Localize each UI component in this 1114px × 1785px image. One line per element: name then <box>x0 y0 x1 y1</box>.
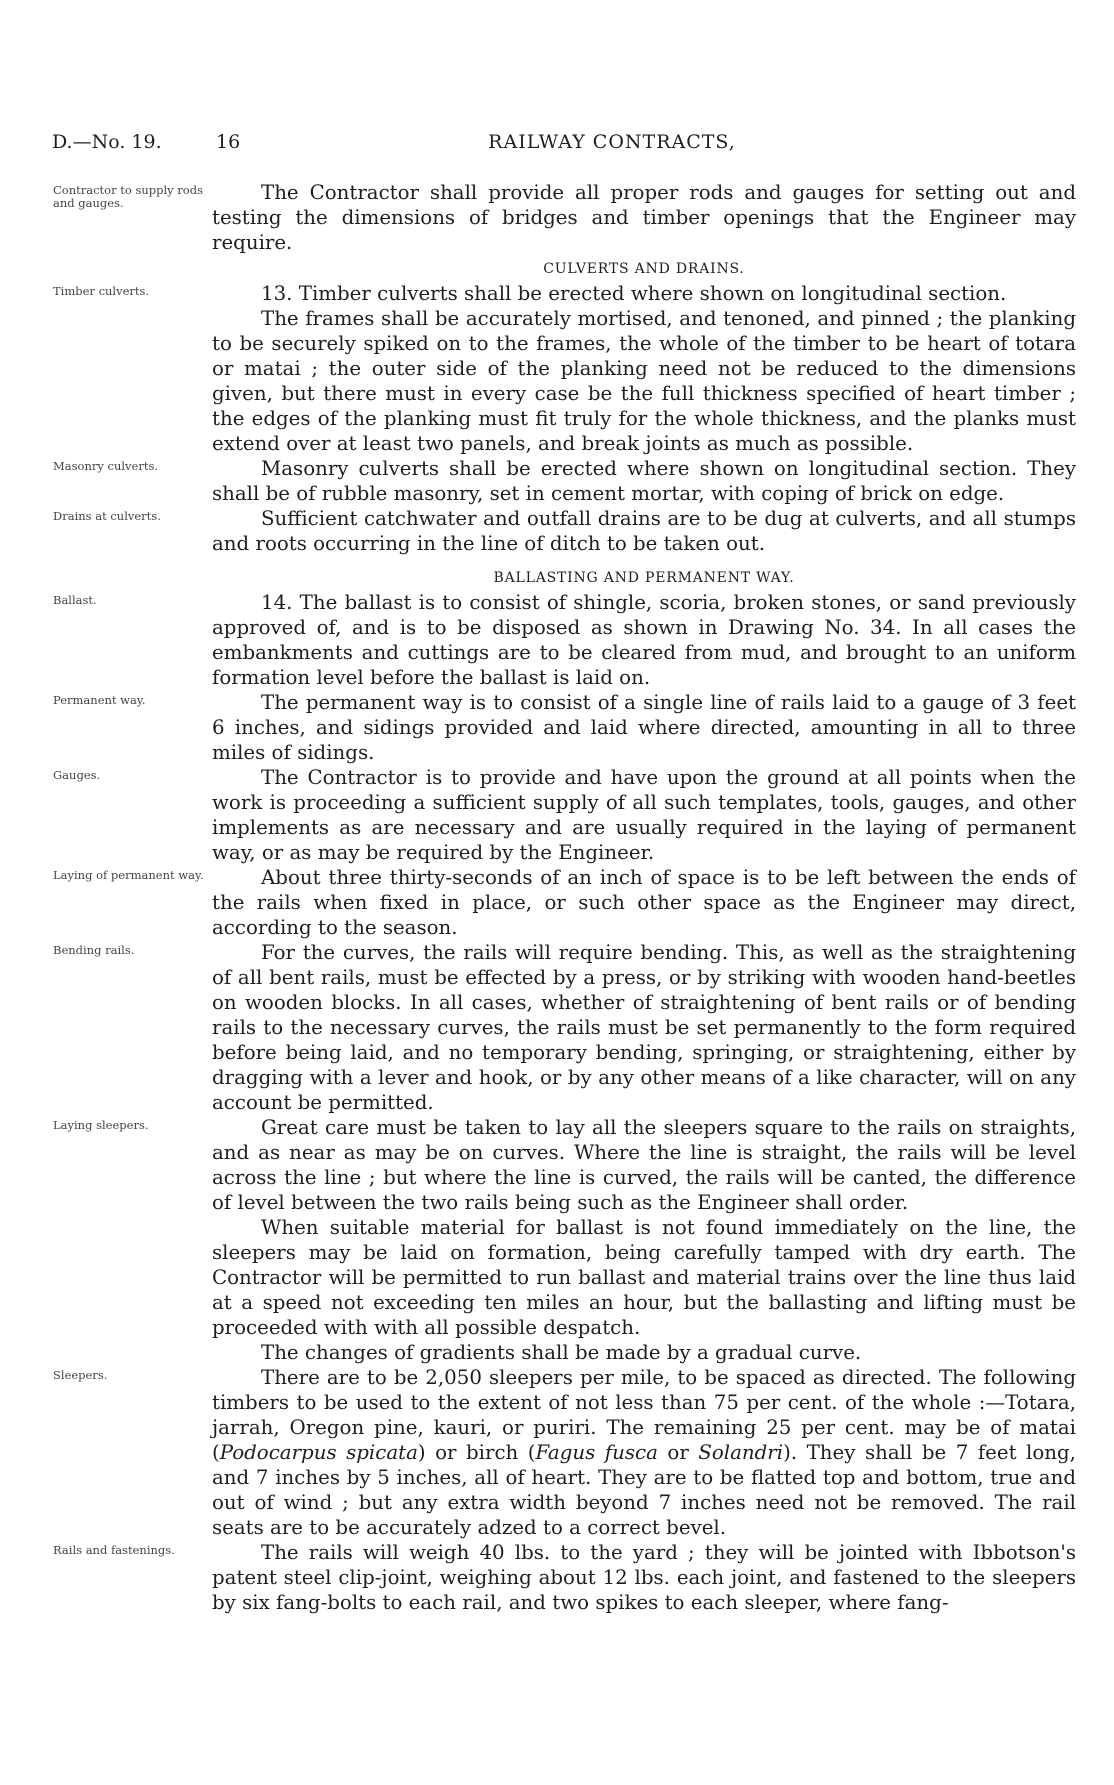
paragraph: The Contractor is to provide and have upon the ground at all points when the work is proceeding a sufficient supply of all such templates, tools, gauges, and other implements as are necessary and are usually required in the laying of permanent way, or as may be required by the Engineer. <box>212 766 1076 864</box>
paragraph-row <box>0 1115 1114 1215</box>
text-run: or <box>657 1441 699 1464</box>
paragraph: The permanent way is to consist of a single line of rails laid to a gauge of 3 feet 6 inches, and sidings provided and laid where directed, amounting in all to three miles of sidings. <box>212 691 1076 764</box>
paragraph-row <box>0 1215 1114 1340</box>
paragraph: Sufficient catchwater and outfall drains are to be dug at culverts, and all stumps and roots occurring in the line of ditch to be taken out. <box>212 507 1076 555</box>
paragraph-row <box>0 765 1114 865</box>
page-body <box>0 180 1114 1615</box>
margin-note: Masonry culverts. <box>53 459 159 473</box>
paragraph-row <box>0 1340 1114 1365</box>
text-run: ) or birch ( <box>417 1441 536 1464</box>
page-number: 16 <box>216 131 241 153</box>
paragraph: When suitable material for ballast is not found immediately on the line, the sleepers may be laid on formation, being carefully tamped with dry earth. The Contractor will be permitted to run ballast and material trains over the line thus laid at a speed not exceeding ten miles an hour, but the ballasting and lifting must be proceeded with with all possible despatch. <box>212 1216 1076 1339</box>
paragraph-row <box>0 940 1114 1115</box>
margin-note: Ballast. <box>53 593 97 607</box>
margin-note: Laying of permanent way. <box>53 868 204 882</box>
page-title: RAILWAY CONTRACTS, <box>488 131 736 153</box>
species-name: Podocarpus spicata <box>219 1441 418 1464</box>
paragraph: Great care must be taken to lay all the sleepers square to the rails on straights, and as near as may be on curves. Where the line is straight, the rails will be level across the line ; but where the line is curved, the rails will be canted, the difference of level between the two rails being such as the Engineer shall order. <box>212 1116 1076 1214</box>
margin-note: Drains at culverts. <box>53 509 161 523</box>
section-heading-ballasting: BALLASTING AND PERMANENT WAY. <box>493 570 795 586</box>
text-run: ). They shall be 7 feet long, and 7 inches by 5 inches, all of heart. They are to be flatted top and bottom, true and out of wind ; but any extra width beyond 7 inches need not be removed. The rail seats are to be accurately adzed to a correct bevel. <box>212 1441 1076 1539</box>
paragraph-row <box>0 281 1114 306</box>
paragraph-row <box>0 180 1114 255</box>
document-reference: D.—No. 19. <box>52 131 162 153</box>
paragraph: The rails will weigh 40 lbs. to the yard ; they will be jointed with Ibbotson's patent steel clip-joint, weighing about 12 lbs. each joint, and fastened to the sleepers by six fang-bolts to each rail, and two spikes to each sleeper, where fang- <box>212 1541 1076 1614</box>
text-run: There are to be 2,050 sleepers per mile, to be spaced as directed. The following timbers to be used to the extent of not less than 75 per cent. of the whole :—Totara, jarrah, Oregon pine, kauri, or puriri. The remaining 25 per cent. may be of matai ( <box>212 1366 1076 1464</box>
margin-note: Rails and fastenings. <box>53 1543 175 1557</box>
margin-note: Permanent way. <box>53 693 146 707</box>
paragraph-row <box>0 690 1114 765</box>
paragraph: 13. Timber culverts shall be erected where shown on longitudinal section. <box>261 282 1007 305</box>
margin-note: Sleepers. <box>53 1368 108 1382</box>
paragraph: The frames shall be accurately mortised, and tenoned, and pinned ; the planking to be securely spiked on to the frames, the whole of the timber to be heart of totara or matai ; the outer side of the planking need not be reduced to the dimensions given, but there must in every case be the full thickness specified of heart timber ; the edges of the planking must fit truly for the whole thickness, and the planks must extend over at least two panels, and break joints as much as possible. <box>212 307 1076 455</box>
paragraph-row <box>0 1540 1114 1615</box>
paragraph: Masonry culverts shall be erected where shown on longitudinal section. They shall be of rubble masonry, set in cement mortar, with coping of brick on edge. <box>212 457 1076 505</box>
margin-note: Gauges. <box>53 768 101 782</box>
paragraph: 14. The ballast is to consist of shingle, scoria, broken stones, or sand previously approved of, and is to be disposed as shown in Drawing No. 34. In all cases the embankments and cuttings are to be cleared from mud, and brought to an uniform formation level before the ballast is laid on. <box>212 591 1076 689</box>
paragraph-row <box>0 506 1114 556</box>
paragraph-row <box>0 306 1114 456</box>
margin-note: Laying sleepers. <box>53 1118 149 1132</box>
paragraph-row <box>0 865 1114 940</box>
section-heading-culverts: CULVERTS AND DRAINS. <box>543 261 745 277</box>
species-name: Solandri <box>698 1441 784 1464</box>
paragraph: The Contractor shall provide all proper rods and gauges for setting out and testing the dimensions of bridges and timber openings that the Engineer may require. <box>212 181 1076 254</box>
margin-note: Timber culverts. <box>53 284 150 298</box>
paragraph: For the curves, the rails will require bending. This, as well as the straightening of all bent rails, must be effected by a press, or by striking with wooden hand-beetles on wooden blocks. In all cases, whether of straightening of bent rails or of bending rails to the necessary curves, the rails must be set permanently to the form required before being laid, and no temporary bending, springing, or straightening, either by dragging with a lever and hook, or by any other means of a like character, will on any account be permitted. <box>212 941 1076 1114</box>
paragraph-row <box>0 590 1114 690</box>
paragraph: About three thirty-seconds of an inch of space is to be left between the ends of the rails when fixed in place, or such other space as the Engineer may direct, according to the season. <box>212 866 1076 939</box>
paragraph-sleepers <box>212 1365 1076 1540</box>
margin-note: Contractor to supply rods and gauges. <box>53 183 203 210</box>
species-name: Fagus fusca <box>535 1441 658 1464</box>
paragraph-row <box>0 456 1114 506</box>
paragraph-row <box>0 1365 1114 1540</box>
margin-note: Bending rails. <box>53 943 135 957</box>
paragraph: The changes of gradients shall be made by a gradual curve. <box>261 1341 862 1364</box>
